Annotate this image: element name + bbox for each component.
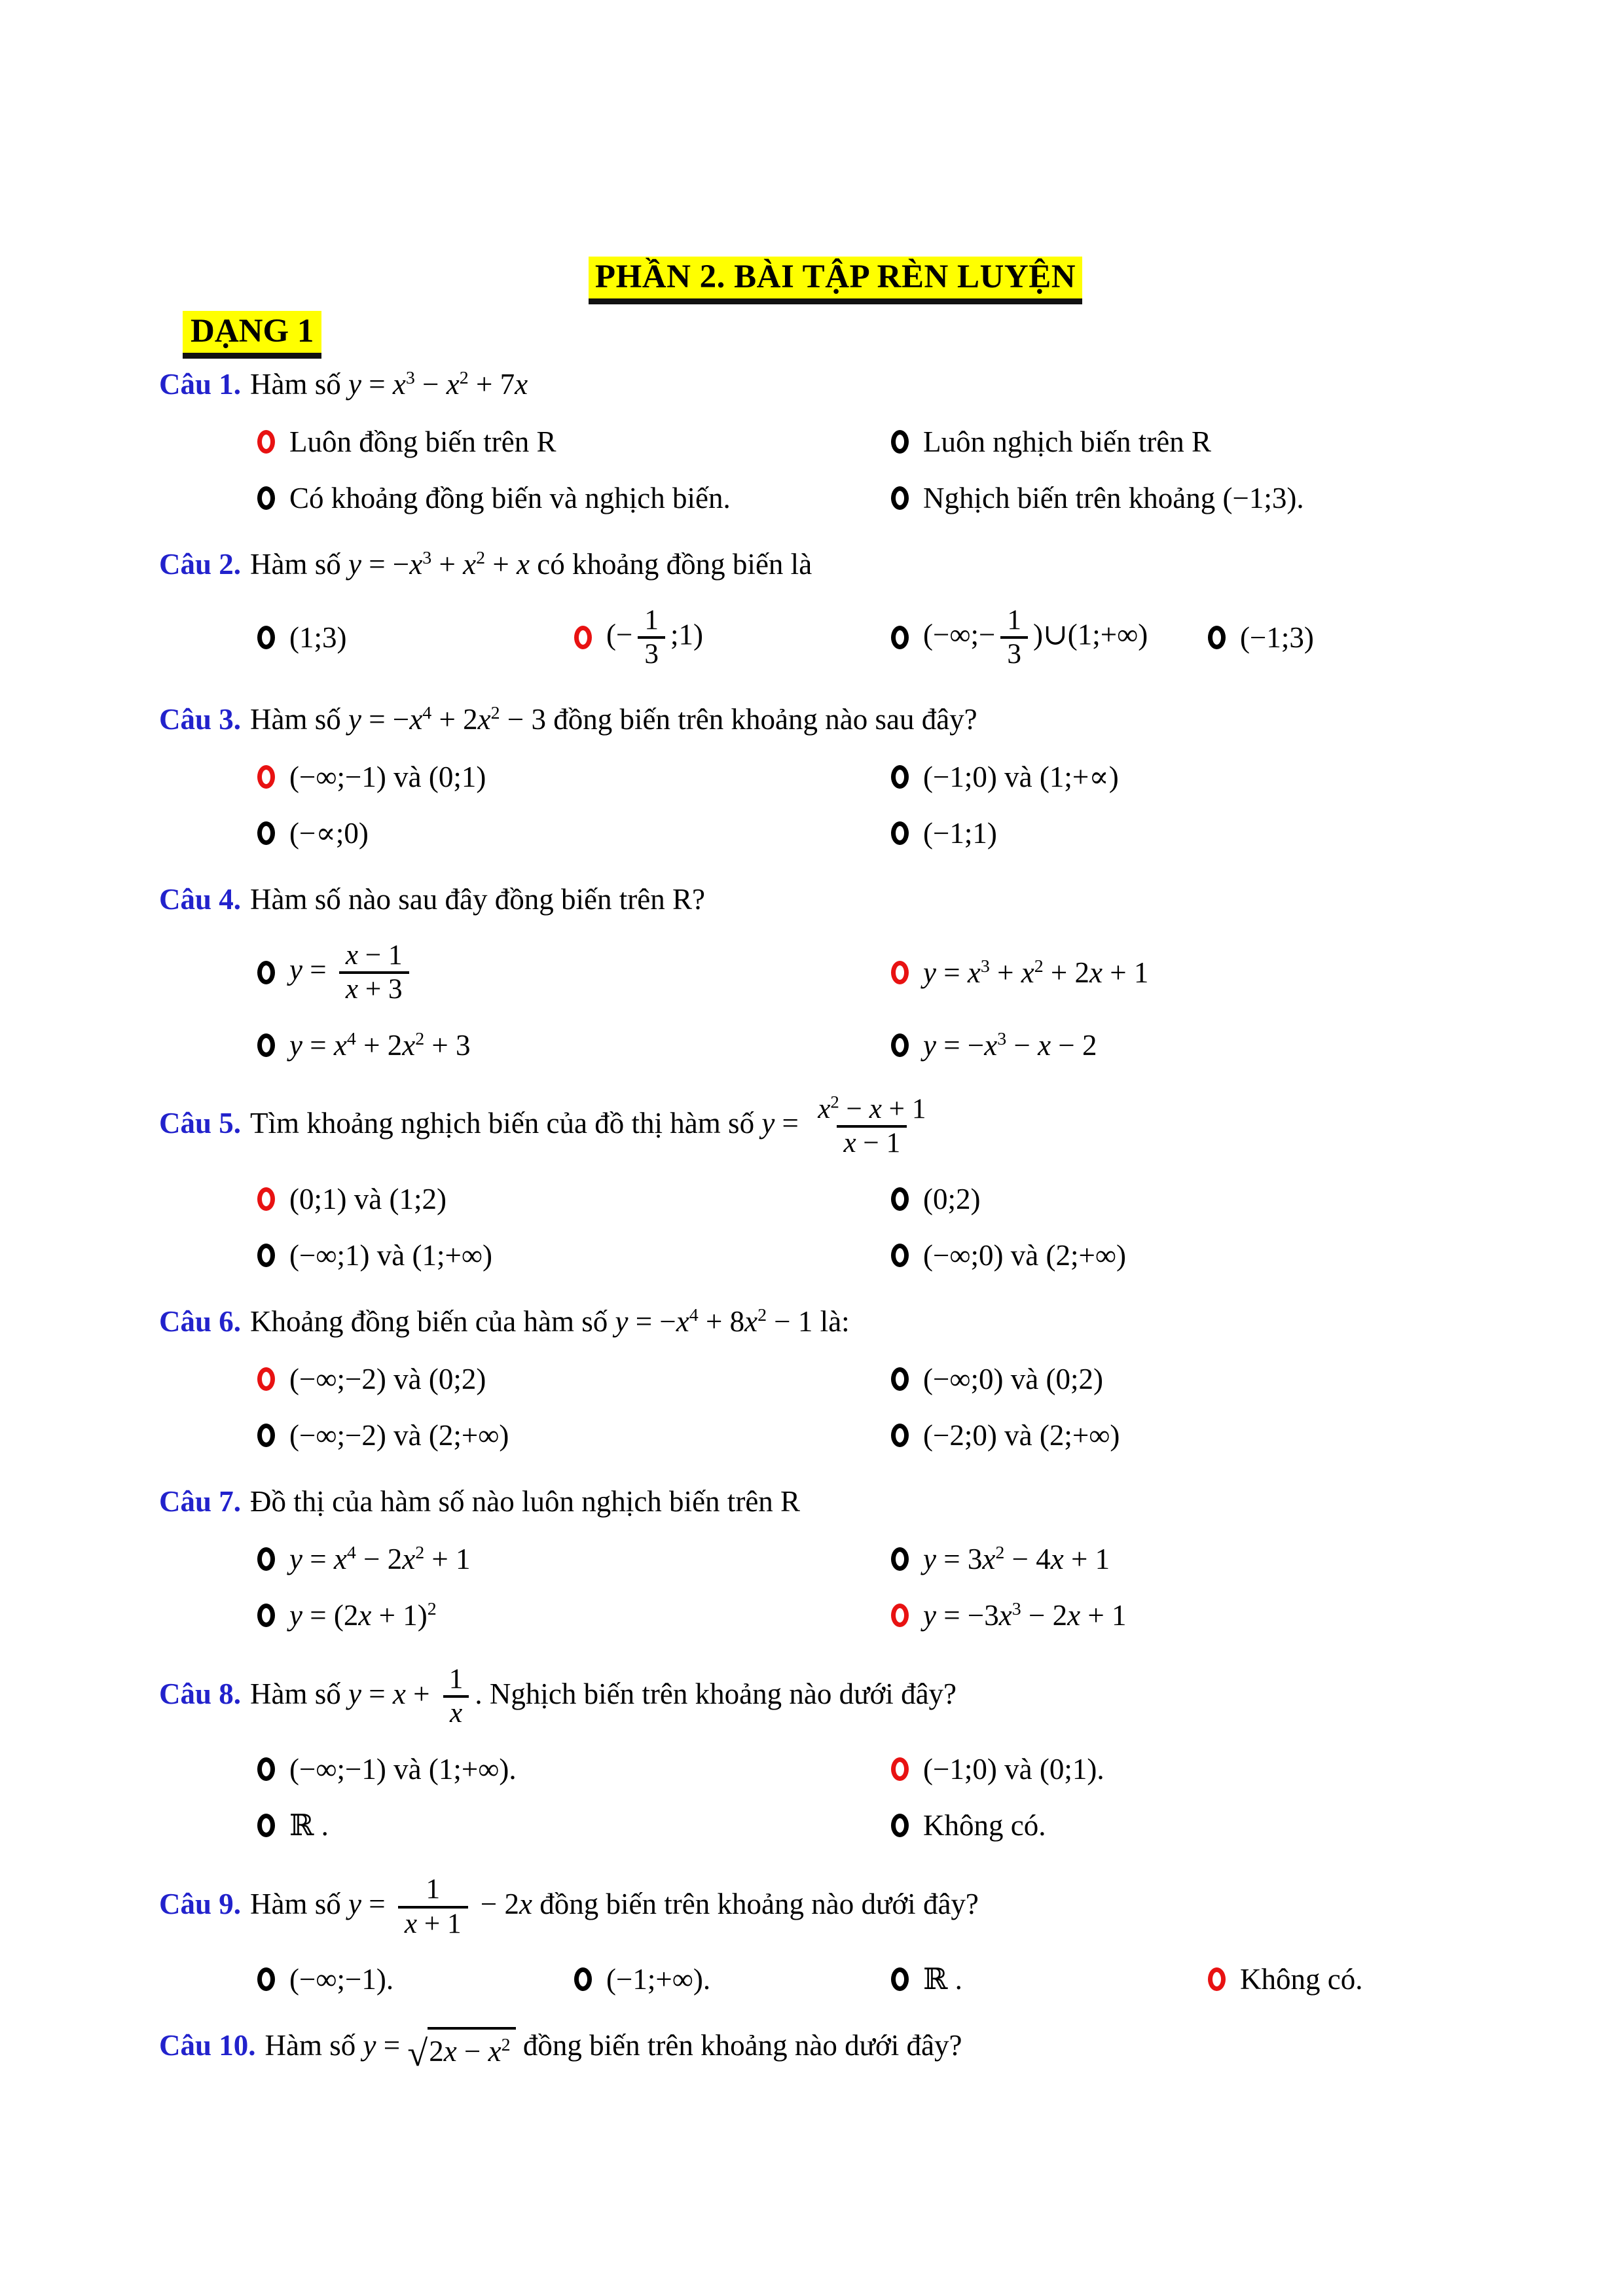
question-number-label: Câu 1. [159, 368, 242, 401]
radio-circle-icon[interactable] [891, 1757, 909, 1781]
question-stem-text: Tìm khoảng nghịch biến của đồ thị hàm số y = $\frac{x^2 - x + 1}{x - 1}$ [250, 1092, 926, 1159]
answer-option-text: (−∞;− $\frac{1}{3}$ )∪(1;+∞) [923, 604, 1148, 670]
radio-circle-icon[interactable] [891, 486, 909, 510]
answer-option[interactable] [891, 480, 1512, 516]
answer-option-text: Có khoảng đồng biến và nghịch biến. [289, 481, 731, 514]
answer-option-text: (−1;3) [1240, 620, 1314, 654]
radio-circle-icon[interactable] [891, 1367, 909, 1391]
radio-circle-icon[interactable] [257, 626, 275, 649]
question-stem-text: Hàm số y = $\frac{1}{x + 1}$ − 2x đồng biến trên khoảng nào dưới đây? [250, 1874, 979, 1939]
answer-option-text: $y = x^4 - 2x^2 + 1$ [289, 1542, 471, 1575]
answer-option[interactable] [257, 1027, 878, 1064]
question-number-label: Câu 9. [159, 1887, 242, 1920]
answer-option-text: Luôn đồng biến trên R [289, 425, 556, 458]
answer-option-text: (1;3) [289, 620, 347, 654]
answer-option[interactable] [257, 1361, 878, 1397]
answer-option[interactable] [257, 1961, 561, 1998]
radio-circle-icon[interactable] [257, 1604, 275, 1627]
answer-option-text: Nghịch biến trên khoảng (−1;3). [923, 481, 1304, 514]
answer-option[interactable] [891, 423, 1512, 460]
radio-circle-icon[interactable] [891, 1033, 909, 1057]
page-title: PHẦN 2. BÀI TẬP RÈN LUYỆN [589, 257, 1082, 304]
question-stem-text: Khoảng đồng biến của hàm số $y = -x^4 + 8x^2 - 1$ là: [250, 1305, 850, 1338]
radio-circle-icon[interactable] [891, 1967, 909, 1991]
question-stem-text: Hàm số nào sau đây đồng biến trên R? [250, 883, 706, 916]
answer-option-text: Luôn nghịch biến trên R [923, 425, 1212, 458]
answer-option[interactable] [257, 1751, 878, 1787]
answer-option-text: (−1;0) và (1;+∝) [923, 760, 1119, 793]
options-group [159, 1961, 1512, 1998]
question-stem-text: Hàm số y = x + $\frac{1}{x}$ . Nghịch biến trên khoảng nào dưới đây? [250, 1664, 957, 1729]
radio-circle-icon[interactable] [257, 961, 275, 984]
question-1 [159, 365, 1512, 516]
answer-option-text: (−1;+∞). [606, 1963, 711, 1996]
options-group [159, 423, 1512, 517]
question-6 [159, 1302, 1512, 1454]
answer-option[interactable] [891, 1807, 1512, 1844]
answer-option[interactable] [257, 1181, 878, 1217]
options-group [159, 1361, 1512, 1454]
answer-option-text: (−1;1) [923, 817, 997, 850]
answer-option[interactable] [574, 1961, 878, 1998]
answer-option[interactable] [891, 1237, 1512, 1274]
answer-option-text: $y = x^4 + 2x^2 + 3$ [289, 1028, 471, 1062]
answer-option[interactable] [891, 1181, 1512, 1217]
answer-option-text: (−∞;−1) và (0;1) [289, 760, 486, 793]
question-8 [159, 1662, 1512, 1844]
radio-circle-icon[interactable] [257, 821, 275, 845]
radio-circle-icon[interactable] [891, 1424, 909, 1447]
answer-option-text: (−∝;0) [289, 817, 369, 850]
radio-circle-icon[interactable] [891, 821, 909, 845]
options-group [159, 759, 1512, 852]
radio-circle-icon[interactable] [257, 1424, 275, 1447]
answer-option-text: y = $\frac{x - 1}{x + 3}$ [289, 939, 414, 1007]
question-list [159, 365, 1512, 2074]
radio-circle-icon[interactable] [257, 1757, 275, 1781]
question-2 [159, 545, 1512, 672]
options-group [159, 939, 1512, 1064]
radio-circle-icon[interactable] [891, 626, 909, 649]
question-4 [159, 880, 1512, 1064]
question-number-label: Câu 4. [159, 883, 242, 916]
answer-option-text: (−∞;1) và (1;+∞) [289, 1238, 492, 1272]
answer-option[interactable] [891, 939, 1512, 1007]
question-5 [159, 1092, 1512, 1274]
answer-option-text: ℝ . [923, 1963, 962, 1996]
radio-circle-icon[interactable] [257, 1244, 275, 1267]
question-stem-text: Hàm số $y = x^3 - x^2 + 7x$ [250, 368, 528, 401]
question-number-label: Câu 5. [159, 1107, 242, 1140]
answer-option-text: Không có. [1240, 1963, 1363, 1996]
options-group [159, 1751, 1512, 1844]
radio-circle-icon[interactable] [891, 1604, 909, 1627]
answer-option[interactable] [891, 1417, 1512, 1454]
answer-option-text: $y = 3x^2 - 4x + 1$ [923, 1542, 1110, 1575]
radio-circle-icon[interactable] [891, 1814, 909, 1837]
question-number-label: Câu 6. [159, 1305, 242, 1338]
answer-option-text: (0;2) [923, 1182, 981, 1215]
answer-option[interactable] [257, 480, 878, 516]
radio-circle-icon[interactable] [891, 961, 909, 984]
answer-option[interactable] [257, 759, 878, 795]
answer-option-text: (−∞;−2) và (2;+∞) [289, 1418, 509, 1452]
answer-option-text: (−∞;−2) và (0;2) [289, 1362, 486, 1395]
answer-option[interactable] [891, 1027, 1512, 1064]
answer-option-text: (−1;0) và (0;1). [923, 1752, 1104, 1785]
radio-circle-icon[interactable] [891, 1187, 909, 1211]
radio-circle-icon[interactable] [891, 765, 909, 789]
radio-circle-icon[interactable] [891, 1244, 909, 1267]
options-group [159, 1181, 1512, 1274]
answer-option[interactable] [891, 1751, 1512, 1787]
answer-option-text: $y = (2x + 1)^2$ [289, 1598, 437, 1632]
answer-option[interactable] [257, 1597, 878, 1634]
answer-option[interactable] [891, 1541, 1512, 1577]
answer-option[interactable] [257, 1417, 878, 1454]
radio-circle-icon[interactable] [257, 1033, 275, 1057]
radio-circle-icon[interactable] [574, 626, 592, 649]
question-stem-text: Đồ thị của hàm số nào luôn nghịch biến trên R [250, 1485, 801, 1518]
question-stem-text: Hàm số $y = -x^4 + 2x^2 - 3$ đồng biến trên khoảng nào sau đây? [250, 703, 977, 736]
radio-circle-icon[interactable] [257, 486, 275, 510]
radio-circle-icon[interactable] [1208, 626, 1226, 649]
answer-option-text: $y = x^3 + x^2 + 2x + 1$ [923, 956, 1149, 989]
answer-option[interactable] [574, 603, 878, 672]
question-number-label: Câu 10. [159, 2029, 256, 2062]
answer-option[interactable] [891, 1961, 1195, 1998]
answer-option-text: $y = -x^3 - x - 2$ [923, 1028, 1097, 1062]
radio-circle-icon[interactable] [257, 1547, 275, 1571]
answer-option[interactable] [891, 603, 1195, 672]
question-number-label: Câu 2. [159, 548, 242, 581]
answer-option[interactable] [891, 1361, 1512, 1397]
answer-option[interactable] [257, 939, 878, 1007]
answer-option[interactable] [257, 423, 878, 460]
question-9 [159, 1873, 1512, 1998]
answer-option-text: (− $\frac{1}{3}$ ;1) [606, 604, 703, 670]
section-heading: DẠNG 1 [183, 311, 321, 359]
answer-option[interactable] [257, 815, 878, 852]
answer-option-text: (−∞;0) và (2;+∞) [923, 1238, 1126, 1272]
answer-option[interactable] [257, 1541, 878, 1577]
radio-circle-icon[interactable] [257, 1187, 275, 1211]
answer-option-text: ℝ . [289, 1809, 329, 1842]
question-number-label: Câu 7. [159, 1485, 242, 1518]
question-3 [159, 700, 1512, 852]
answer-option[interactable] [257, 1237, 878, 1274]
question-stem-text: Hàm số $y = -x^3 + x^2 + x$ có khoảng đồng biến là [250, 548, 812, 581]
question-number-label: Câu 8. [159, 1677, 242, 1710]
question-number-label: Câu 3. [159, 703, 242, 736]
answer-option[interactable] [891, 759, 1512, 795]
radio-circle-icon[interactable] [257, 1367, 275, 1391]
answer-option-text: (−∞;−1). [289, 1963, 394, 1996]
question-stem-text: Hàm số y = √ $2x - x^2$ đồng biến trên khoảng nào dưới đây? [265, 2029, 962, 2062]
options-group [159, 603, 1512, 672]
radio-circle-icon[interactable] [257, 765, 275, 789]
question-7 [159, 1482, 1512, 1634]
answer-option-text: (0;1) và (1;2) [289, 1182, 447, 1215]
radio-circle-icon[interactable] [891, 430, 909, 454]
answer-option[interactable] [891, 1597, 1512, 1634]
radio-circle-icon[interactable] [574, 1967, 592, 1991]
answer-option-text: $y = -3x^3 - 2x + 1$ [923, 1598, 1127, 1632]
radio-circle-icon[interactable] [257, 1814, 275, 1837]
answer-option-text: (−∞;−1) và (1;+∞). [289, 1752, 517, 1785]
answer-option[interactable] [1208, 603, 1512, 672]
radio-circle-icon[interactable] [257, 430, 275, 454]
answer-option[interactable] [257, 603, 561, 672]
answer-option-text: (−∞;0) và (0;2) [923, 1362, 1103, 1395]
answer-option-text: Không có. [923, 1809, 1046, 1842]
question-10 [159, 2026, 1512, 2074]
answer-option[interactable] [1208, 1961, 1512, 1998]
radio-circle-icon[interactable] [1208, 1967, 1226, 1991]
answer-option[interactable] [891, 815, 1512, 852]
options-group [159, 1541, 1512, 1634]
answer-option-text: (−2;0) và (2;+∞) [923, 1418, 1120, 1452]
radio-circle-icon[interactable] [891, 1547, 909, 1571]
radio-circle-icon[interactable] [257, 1967, 275, 1991]
answer-option[interactable] [257, 1807, 878, 1844]
